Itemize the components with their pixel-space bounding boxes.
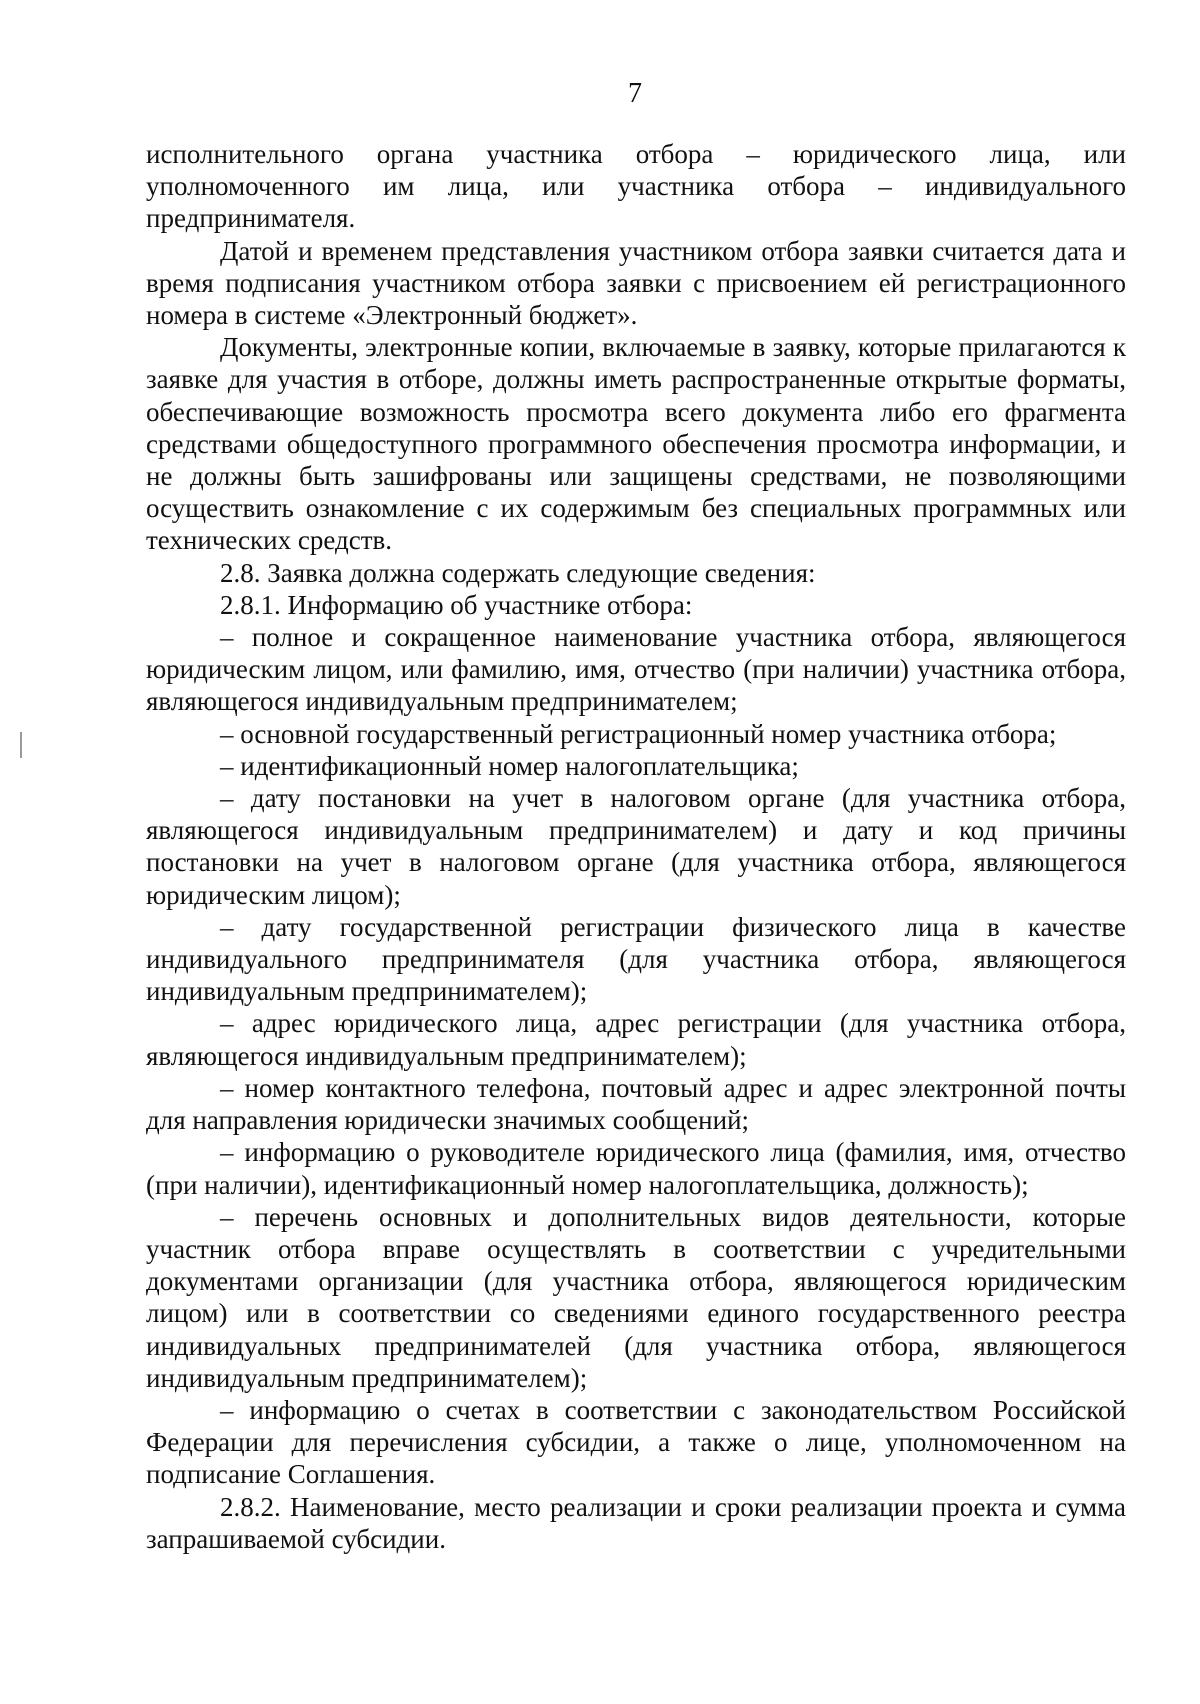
- list-item-activities: – перечень основных и дополнительных видов деятельности, которые участник отбора вправе осуществлять в соответствии с учредительными документами организации (для участника отбора, являющегося юридическим лицом) или в соответствии со сведениями единого государственного реестра индивидуальных предпринимателей (для участника отбора, являющегося индивидуальным предпринимателем);: [146, 1201, 1126, 1393]
- list-item-address: – адрес юридического лица, адрес регистрации (для участника отбора, являющегося индивидуальным предпринимателем);: [146, 1008, 1126, 1071]
- scan-margin-mark: [20, 732, 22, 758]
- list-item-ogrn: – основной государственный регистрационный номер участника отбора;: [220, 718, 1057, 749]
- paragraph-continuation: исполнительного органа участника отбора – юридического лица, или уполномоченного им лица, или участника отбора – индивидуального предпринимателя.: [146, 139, 1126, 234]
- page-number: 7: [628, 78, 642, 109]
- list-item-name: – полное и сокращенное наименование участника отбора, являющегося юридическим лицом, или фамилию, имя, отчество (при наличии) участника отбора, являющегося индивидуальным предпринимателем;: [146, 622, 1126, 717]
- list-item-accounts: – информацию о счетах в соответствии с законодательством Российской Федерации для перечисления субсидии, а также о лице, уполномоченном на подписание Соглашения.: [146, 1394, 1126, 1490]
- section-heading-2-8-1: 2.8.1. Информацию об участнике отбора:: [220, 589, 693, 620]
- section-heading-2-8-2: 2.8.2. Наименование, место реализации и сроки реализации проекта и сумма запрашиваемой субсидии.: [146, 1491, 1126, 1554]
- list-item-state-registration: – дату государственной регистрации физического лица в качестве индивидуального предпринимателя (для участника отбора, являющегося индивидуальным предпринимателем);: [146, 911, 1126, 1007]
- paragraph-submission-date: Датой и временем представления участником отбора заявки считается дата и время подписания участником отбора заявки с присвоением ей регистрационного номера в системе «Электронный бюджет».: [146, 235, 1126, 331]
- paragraph-documents-formats: Документы, электронные копии, включаемые в заявку, которые прилагаются к заявке для участия в отборе, должны иметь распространенные открытые форматы, обеспечивающие возможность просмотра всего документа либо его фрагмента средствами общедоступного программного обеспечения просмотра информации, и не должны быть зашифрованы или защищены средствами, не позволяющими осуществить ознакомление с их содержимым без специальных программных или технических средств.: [146, 332, 1126, 556]
- list-item-tax-registration: – дату постановки на учет в налоговом органе (для участника отбора, являющегося индивидуальным предпринимателем) и дату и код причины постановки на учет в налоговом органе (для участника отбора, являющегося юридическим лицом);: [146, 783, 1126, 910]
- document-body: [146, 138, 1126, 1555]
- list-item-inn: – идентификационный номер налогоплательщика;: [220, 750, 799, 781]
- section-heading-2-8: 2.8. Заявка должна содержать следующие сведения:: [220, 557, 816, 588]
- list-item-contacts: – номер контактного телефона, почтовый адрес и адрес электронной почты для направления юридически значимых сообщений;: [146, 1072, 1126, 1136]
- list-item-head: – информацию о руководителе юридического лица (фамилия, имя, отчество (при наличии), идентификационный номер налогоплательщика, должность);: [146, 1137, 1126, 1200]
